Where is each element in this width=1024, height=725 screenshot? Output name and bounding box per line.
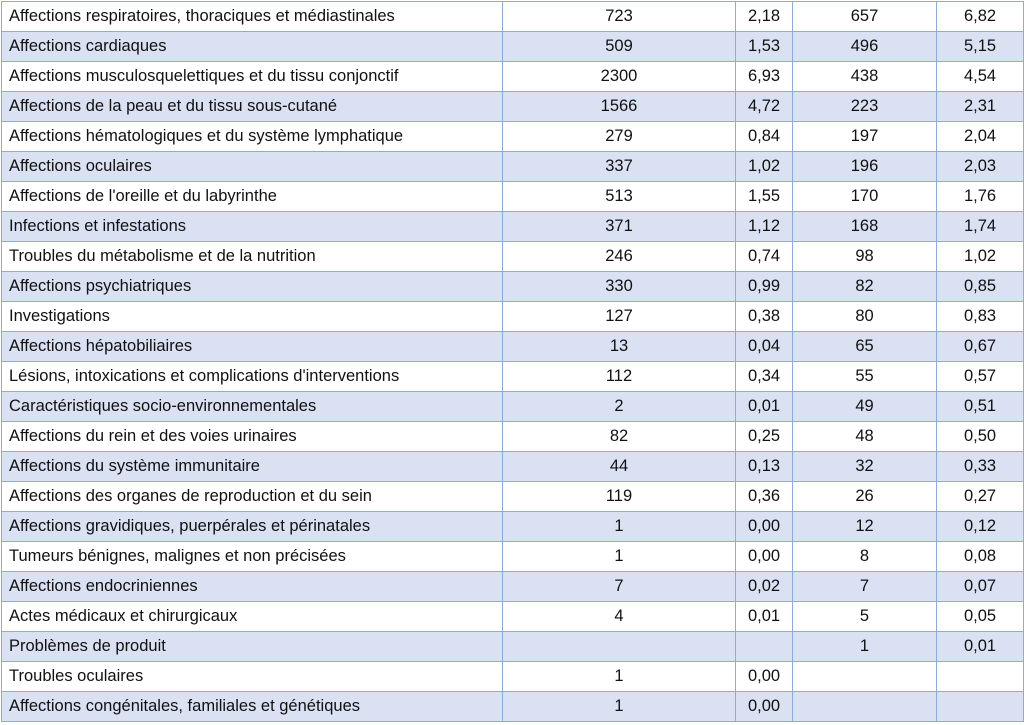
table-row [2, 2, 1024, 32]
count-cell-1: 723 [503, 2, 736, 32]
table-row [2, 362, 1024, 392]
percent-cell-1: 6,93 [736, 62, 793, 92]
row-label: Infections et infestations [2, 212, 503, 242]
percent-cell-1: 1,53 [736, 32, 793, 62]
row-label: Caractéristiques socio-environnementales [2, 392, 503, 422]
row-label: Troubles oculaires [2, 662, 503, 692]
count-cell-2: 12 [793, 512, 937, 542]
row-label: Affections respiratoires, thoraciques et médiastinales [2, 2, 503, 32]
table-row [2, 182, 1024, 212]
row-label: Troubles du métabolisme et de la nutrition [2, 242, 503, 272]
count-cell-1: 112 [503, 362, 736, 392]
table-row [2, 32, 1024, 62]
count-cell-2: 1 [793, 632, 937, 662]
count-cell-2: 5 [793, 602, 937, 632]
percent-cell-2: 0,12 [937, 512, 1024, 542]
percent-cell-2: 0,57 [937, 362, 1024, 392]
count-cell-1 [503, 632, 736, 662]
table-row [2, 392, 1024, 422]
count-cell-1: 2 [503, 392, 736, 422]
percent-cell-1: 0,34 [736, 362, 793, 392]
count-cell-1: 1 [503, 512, 736, 542]
row-label: Affections gravidiques, puerpérales et périnatales [2, 512, 503, 542]
percent-cell-1: 0,36 [736, 482, 793, 512]
count-cell-1: 13 [503, 332, 736, 362]
percent-cell-1: 0,00 [736, 662, 793, 692]
count-cell-1: 4 [503, 602, 736, 632]
count-cell-2 [793, 692, 937, 722]
table-row [2, 92, 1024, 122]
count-cell-1: 279 [503, 122, 736, 152]
percent-cell-2: 0,05 [937, 602, 1024, 632]
percent-cell-1: 2,18 [736, 2, 793, 32]
percent-cell-1: 0,01 [736, 602, 793, 632]
percent-cell-2: 0,07 [937, 572, 1024, 602]
count-cell-2: 80 [793, 302, 937, 332]
percent-cell-1: 1,12 [736, 212, 793, 242]
count-cell-2: 98 [793, 242, 937, 272]
percent-cell-1: 1,55 [736, 182, 793, 212]
percent-cell-2: 5,15 [937, 32, 1024, 62]
row-label: Problèmes de produit [2, 632, 503, 662]
count-cell-2: 26 [793, 482, 937, 512]
count-cell-2: 49 [793, 392, 937, 422]
row-label: Affections des organes de reproduction et du sein [2, 482, 503, 512]
row-label: Affections du rein et des voies urinaires [2, 422, 503, 452]
count-cell-2: 82 [793, 272, 937, 302]
adverse-events-table [1, 1, 1024, 722]
percent-cell-2: 0,85 [937, 272, 1024, 302]
count-cell-1: 1 [503, 692, 736, 722]
percent-cell-2: 0,51 [937, 392, 1024, 422]
table-row [2, 422, 1024, 452]
row-label: Affections endocriniennes [2, 572, 503, 602]
percent-cell-1: 0,00 [736, 512, 793, 542]
row-label: Affections de la peau et du tissu sous-cutané [2, 92, 503, 122]
row-label: Affections cardiaques [2, 32, 503, 62]
percent-cell-2: 1,74 [937, 212, 1024, 242]
count-cell-1: 1 [503, 662, 736, 692]
row-label: Affections oculaires [2, 152, 503, 182]
count-cell-2: 32 [793, 452, 937, 482]
percent-cell-2: 0,83 [937, 302, 1024, 332]
count-cell-2: 7 [793, 572, 937, 602]
count-cell-2 [793, 662, 937, 692]
table-row [2, 272, 1024, 302]
count-cell-1: 513 [503, 182, 736, 212]
percent-cell-1: 1,02 [736, 152, 793, 182]
table-row [2, 242, 1024, 272]
table-row [2, 572, 1024, 602]
row-label: Affections de l'oreille et du labyrinthe [2, 182, 503, 212]
count-cell-1: 1 [503, 542, 736, 572]
percent-cell-2 [937, 662, 1024, 692]
row-label: Affections hématologiques et du système lymphatique [2, 122, 503, 152]
percent-cell-2: 0,08 [937, 542, 1024, 572]
percent-cell-1: 0,00 [736, 542, 793, 572]
percent-cell-1: 0,99 [736, 272, 793, 302]
percent-cell-1: 0,00 [736, 692, 793, 722]
percent-cell-1: 0,84 [736, 122, 793, 152]
count-cell-2: 168 [793, 212, 937, 242]
percent-cell-2: 2,03 [937, 152, 1024, 182]
percent-cell-2: 1,76 [937, 182, 1024, 212]
count-cell-1: 337 [503, 152, 736, 182]
row-label: Affections du système immunitaire [2, 452, 503, 482]
count-cell-2: 65 [793, 332, 937, 362]
percent-cell-1: 0,74 [736, 242, 793, 272]
percent-cell-2: 0,50 [937, 422, 1024, 452]
table-row [2, 152, 1024, 182]
count-cell-2: 438 [793, 62, 937, 92]
percent-cell-1: 0,13 [736, 452, 793, 482]
count-cell-1: 371 [503, 212, 736, 242]
count-cell-2: 55 [793, 362, 937, 392]
row-label: Actes médicaux et chirurgicaux [2, 602, 503, 632]
percent-cell-1 [736, 632, 793, 662]
percent-cell-2: 0,33 [937, 452, 1024, 482]
count-cell-1: 330 [503, 272, 736, 302]
count-cell-1: 1566 [503, 92, 736, 122]
percent-cell-1: 0,25 [736, 422, 793, 452]
percent-cell-1: 0,04 [736, 332, 793, 362]
row-label: Affections psychiatriques [2, 272, 503, 302]
table-row [2, 602, 1024, 632]
count-cell-2: 223 [793, 92, 937, 122]
table-row [2, 692, 1024, 722]
row-label: Affections musculosquelettiques et du tissu conjonctif [2, 62, 503, 92]
percent-cell-1: 0,38 [736, 302, 793, 332]
percent-cell-2: 0,67 [937, 332, 1024, 362]
count-cell-1: 127 [503, 302, 736, 332]
table-body [2, 2, 1024, 722]
percent-cell-2: 1,02 [937, 242, 1024, 272]
count-cell-2: 48 [793, 422, 937, 452]
count-cell-2: 196 [793, 152, 937, 182]
count-cell-1: 246 [503, 242, 736, 272]
count-cell-1: 2300 [503, 62, 736, 92]
count-cell-1: 82 [503, 422, 736, 452]
percent-cell-1: 0,01 [736, 392, 793, 422]
row-label: Lésions, intoxications et complications d'interventions [2, 362, 503, 392]
table-row [2, 122, 1024, 152]
row-label: Affections congénitales, familiales et génétiques [2, 692, 503, 722]
percent-cell-1: 4,72 [736, 92, 793, 122]
table-row [2, 542, 1024, 572]
row-label: Investigations [2, 302, 503, 332]
count-cell-2: 197 [793, 122, 937, 152]
table-row [2, 212, 1024, 242]
percent-cell-2: 6,82 [937, 2, 1024, 32]
count-cell-2: 496 [793, 32, 937, 62]
table-row [2, 662, 1024, 692]
table-row [2, 302, 1024, 332]
percent-cell-1: 0,02 [736, 572, 793, 602]
table-row [2, 332, 1024, 362]
percent-cell-2: 2,04 [937, 122, 1024, 152]
percent-cell-2: 2,31 [937, 92, 1024, 122]
count-cell-2: 170 [793, 182, 937, 212]
table-row [2, 62, 1024, 92]
table-row [2, 452, 1024, 482]
count-cell-2: 657 [793, 2, 937, 32]
table-row [2, 632, 1024, 662]
percent-cell-2: 0,27 [937, 482, 1024, 512]
count-cell-1: 7 [503, 572, 736, 602]
row-label: Tumeurs bénignes, malignes et non précisées [2, 542, 503, 572]
row-label: Affections hépatobiliaires [2, 332, 503, 362]
table-row [2, 512, 1024, 542]
count-cell-1: 119 [503, 482, 736, 512]
percent-cell-2: 4,54 [937, 62, 1024, 92]
table-row [2, 482, 1024, 512]
percent-cell-2 [937, 692, 1024, 722]
count-cell-2: 8 [793, 542, 937, 572]
count-cell-1: 509 [503, 32, 736, 62]
count-cell-1: 44 [503, 452, 736, 482]
percent-cell-2: 0,01 [937, 632, 1024, 662]
